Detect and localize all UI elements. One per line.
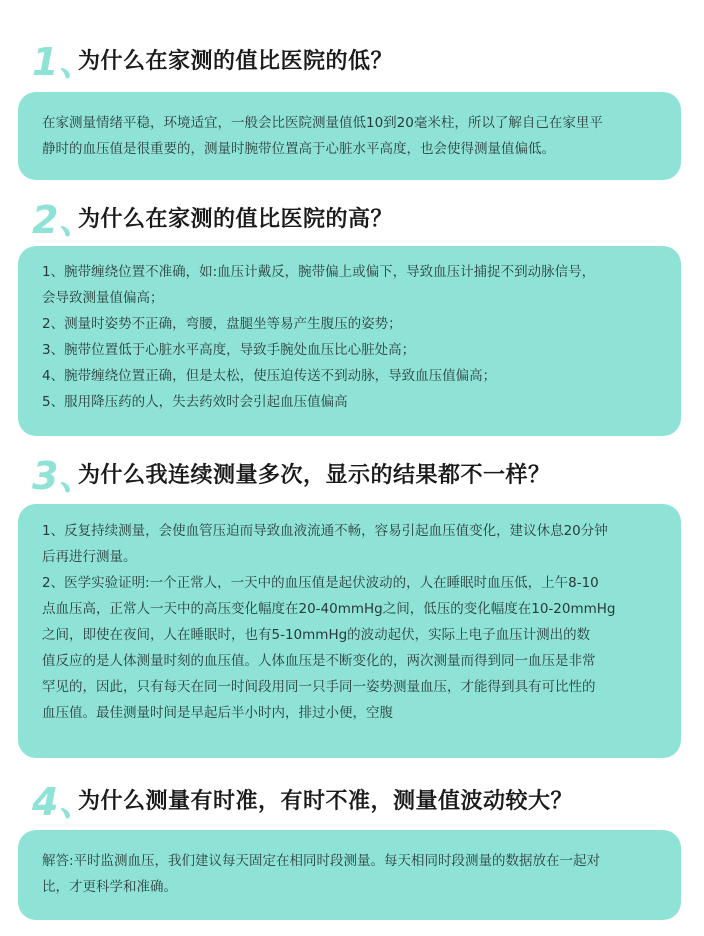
section-1-line: 静时的血压值是很重要的，测量时腕带位置高于心脏水平高度，也会使得测量值偏低。	[42, 141, 555, 157]
section-4-heading	[32, 780, 573, 824]
section-3-card	[18, 504, 681, 758]
section-3-line: 2、医学实验证明:一个正常人，一天中的血压值是起伏波动的，人在睡眠时血压低，上午8-10	[42, 575, 599, 591]
section-2-line: 2、测量时姿势不正确，弯腰，盘腿坐等易产生腹压的姿势；	[42, 316, 402, 332]
section-1-line: 在家测量情绪平稳，环境适宜，一般会比医院测量值低10到20毫米柱，所以了解自己在家里平	[42, 115, 603, 131]
section-1-heading	[32, 40, 393, 84]
section-2-line: 会导致测量值偏高；	[42, 290, 164, 306]
section-2-card	[18, 246, 681, 436]
section-4-number: 4、	[32, 780, 97, 824]
section-3-line: 点血压高，正常人一天中的高压变化幅度在20-40mmHg之间，低压的变化幅度在10-20mmHg	[42, 601, 616, 617]
section-3-line: 后再进行测量。	[42, 549, 137, 565]
section-3-line: 血压值。最佳测量时间是早起后半小时内，排过小便，空腹	[42, 705, 393, 721]
section-2-line: 1、腕带缠绕位置不准确，如:血压计戴反，腕带偏上或偏下，导致血压计捕捉不到动脉信号，	[42, 264, 596, 280]
section-3-title: 为什么我连续测量多次，显示的结果都不一样？	[78, 463, 551, 488]
section-4-card	[18, 830, 681, 920]
section-2-line: 3、腕带位置低于心脏水平高度，导致手腕处血压比心脏处高；	[42, 342, 416, 358]
section-1-card	[18, 92, 681, 180]
section-3-line: 罕见的，因此，只有每天在同一时间段用同一只手同一姿势测量血压，才能得到具有可比性的	[42, 679, 596, 695]
section-1-title: 为什么在家测的值比医院的低？	[78, 49, 394, 74]
section-3-line: 1、反复持续测量，会使血管压迫而导致血液流通不畅，容易引起血压值变化，建议休息20分钟	[42, 523, 608, 539]
section-4-line: 比，才更科学和准确。	[42, 879, 177, 895]
section-2-heading	[32, 198, 393, 242]
section-4-title: 为什么测量有时准，有时不准，测量值波动较大？	[78, 789, 574, 814]
section-3-number: 3、	[32, 454, 97, 498]
section-3-line: 之间，即使在夜间，人在睡眠时，也有5-10mmHg的波动起伏，实际上电子血压计测出的数	[42, 627, 591, 643]
section-2-line: 5、服用降压药的人，失去药效时会引起血压值偏高	[42, 394, 348, 410]
section-2-title: 为什么在家测的值比医院的高？	[78, 207, 394, 232]
section-4-line: 解答:平时监测血压，我们建议每天固定在相同时段测量。每天相同时段测量的数据放在一起对	[42, 853, 601, 869]
section-2-number: 2、	[32, 198, 97, 242]
section-3-line: 值反应的是人体测量时刻的血压值。人体血压是不断变化的，两次测量而得到同一血压是非常	[42, 653, 596, 669]
section-2-line: 4、腕带缠绕位置正确，但是太松，使压迫传送不到动脉，导致血压值偏高；	[42, 368, 497, 384]
section-3-heading	[32, 454, 551, 498]
section-1-number: 1、	[32, 40, 97, 84]
